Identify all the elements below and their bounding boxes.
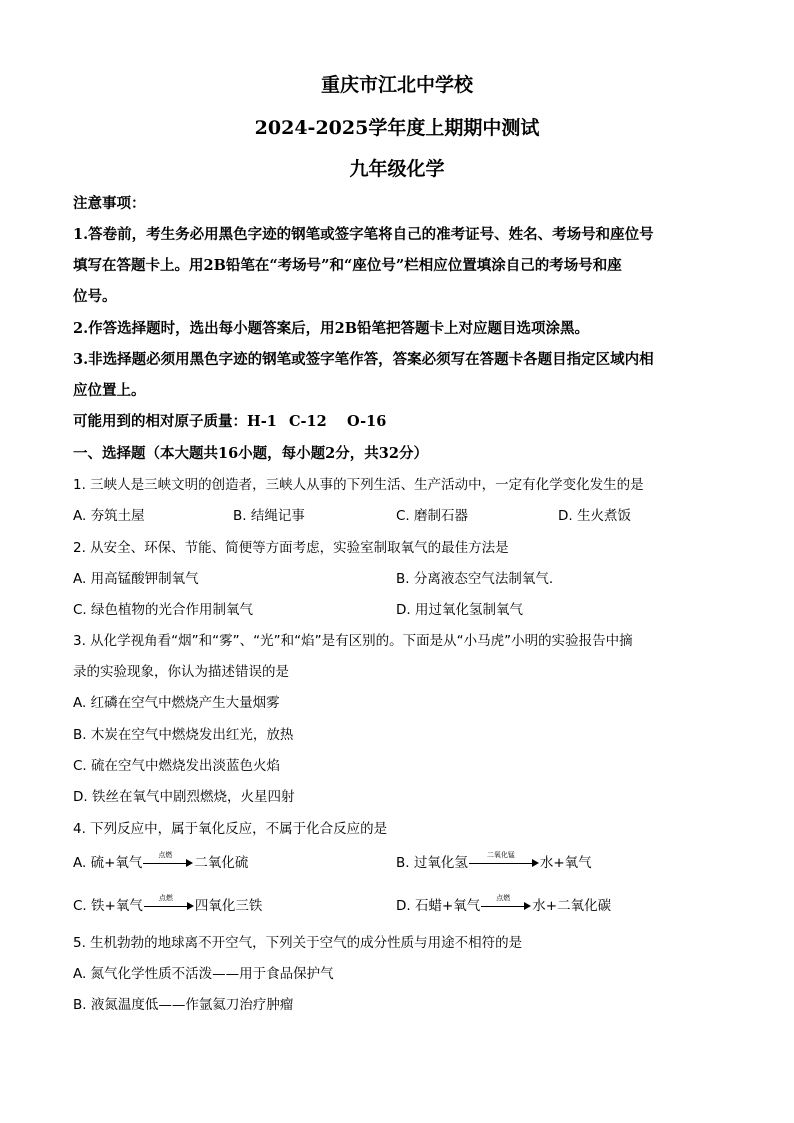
q4-a-reactants: A. 硫+氧气 bbox=[73, 855, 143, 871]
q1-stem: 1. 三峡人是三峡文明的创造者，三峡人从事的下列生活、生产活动中，一定有化学变化发生的是 bbox=[73, 477, 644, 493]
q4-c-products: 四氧化三铁 bbox=[194, 898, 263, 914]
q4-c-reactants: C. 铁+氧气 bbox=[73, 898, 143, 914]
section-1-heading: 一、选择题（本大题共16小题，每小题2分，共32分） bbox=[73, 445, 428, 462]
q2-option-d: D. 用过氧化氢制氧气 bbox=[396, 602, 523, 618]
q1-option-d: D. 生火煮饭 bbox=[558, 508, 631, 524]
q2-option-a: A. 用高锰酸钾制氧气 bbox=[73, 571, 199, 587]
atomic-masses bbox=[73, 410, 386, 431]
reaction-arrow-icon bbox=[469, 851, 539, 870]
q4-option-a bbox=[73, 851, 248, 871]
q4-d-reactants: D. 石蜡+氧气 bbox=[396, 898, 481, 914]
q4-option-d bbox=[396, 894, 611, 914]
q4-option-b bbox=[396, 851, 592, 871]
q4-d-condition: 点燃 bbox=[496, 894, 511, 902]
q4-stem: 4. 下列反应中，属于氧化反应，不属于化合反应的是 bbox=[73, 821, 388, 837]
atomic-mass-o: O-16 bbox=[347, 413, 387, 430]
note-1-line-2: 填写在答题卡上。用2B铅笔在“考场号”和“座位号”栏相应位置填涂自己的考场号和座 bbox=[73, 257, 622, 274]
q2-option-b: B. 分离液态空气法制氧气. bbox=[396, 571, 554, 587]
school-title: 重庆市江北中学校 bbox=[320, 74, 473, 96]
q5-option-a: A. 氮气化学性质不活泼——用于食品保护气 bbox=[73, 966, 334, 982]
atomic-masses-label: 可能用到的相对原子质量： bbox=[73, 413, 247, 430]
q5-option-b: B. 液氮温度低——作氩氦刀治疗肿瘤 bbox=[73, 997, 294, 1013]
q1-option-a: A. 夯筑土屋 bbox=[73, 508, 145, 524]
q5-stem: 5. 生机勃勃的地球离不开空气，下列关于空气的成分性质与用途不相符的是 bbox=[73, 935, 523, 951]
exam-title: 2024-2025学年度上期期中测试 bbox=[254, 117, 540, 139]
note-2: 2.作答选择题时，选出每小题答案后，用2B铅笔把答题卡上对应题目选项涂黑。 bbox=[73, 320, 589, 337]
note-3-line-2: 应位置上。 bbox=[73, 382, 146, 399]
q2-option-c: C. 绿色植物的光合作用制氧气 bbox=[73, 602, 254, 618]
q4-d-products: 水+二氧化碳 bbox=[532, 898, 612, 914]
note-1-line-1: 1.答卷前，考生务必用黑色字迹的钢笔或签字笔将自己的准考证号、姓名、考场号和座位号 bbox=[73, 226, 654, 243]
q4-a-products: 二氧化硫 bbox=[194, 855, 249, 871]
q3-option-a: A. 红磷在空气中燃烧产生大量烟雾 bbox=[73, 695, 280, 711]
q3-option-d: D. 铁丝在氧气中剧烈燃烧，火星四射 bbox=[73, 789, 295, 805]
q4-b-reactants: B. 过氧化氢 bbox=[396, 855, 468, 871]
atomic-mass-c: C-12 bbox=[289, 413, 327, 430]
q3-stem-line-1: 3. 从化学视角看“烟”和“雾”、“光”和“焰”是有区别的。下面是从“小马虎”小明的实验报告中摘 bbox=[73, 633, 633, 649]
q3-option-c: C. 硫在空气中燃烧发出淡蓝色火焰 bbox=[73, 758, 281, 774]
note-1-line-3: 位号。 bbox=[73, 288, 117, 305]
notes-heading: 注意事项： bbox=[73, 195, 146, 212]
atomic-mass-h: H-1 bbox=[247, 413, 277, 430]
q2-stem: 2. 从安全、环保、节能、简便等方面考虑，实验室制取氧气的最佳方法是 bbox=[73, 540, 509, 556]
q4-option-c bbox=[73, 894, 262, 914]
q4-a-condition: 点燃 bbox=[158, 851, 173, 859]
q4-b-condition: 二氧化锰 bbox=[486, 851, 515, 859]
q3-option-b: B. 木炭在空气中燃烧发出红光，放热 bbox=[73, 727, 294, 743]
q1-option-b: B. 结绳记事 bbox=[233, 508, 305, 524]
note-3-line-1: 3.非选择题必须用黑色字迹的钢笔或签字笔作答，答案必须写在答题卡各题目指定区域内相 bbox=[73, 351, 654, 368]
reaction-arrow-icon bbox=[481, 894, 531, 913]
subject-title: 九年级化学 bbox=[349, 158, 445, 180]
q4-c-condition: 点燃 bbox=[158, 894, 173, 902]
reaction-arrow-icon bbox=[144, 894, 194, 913]
q1-option-c: C. 磨制石器 bbox=[396, 508, 469, 524]
q3-stem-line-2: 录的实验现象，你认为描述错误的是 bbox=[73, 664, 289, 680]
q4-b-products: 水+氧气 bbox=[539, 855, 592, 871]
reaction-arrow-icon bbox=[143, 851, 193, 870]
